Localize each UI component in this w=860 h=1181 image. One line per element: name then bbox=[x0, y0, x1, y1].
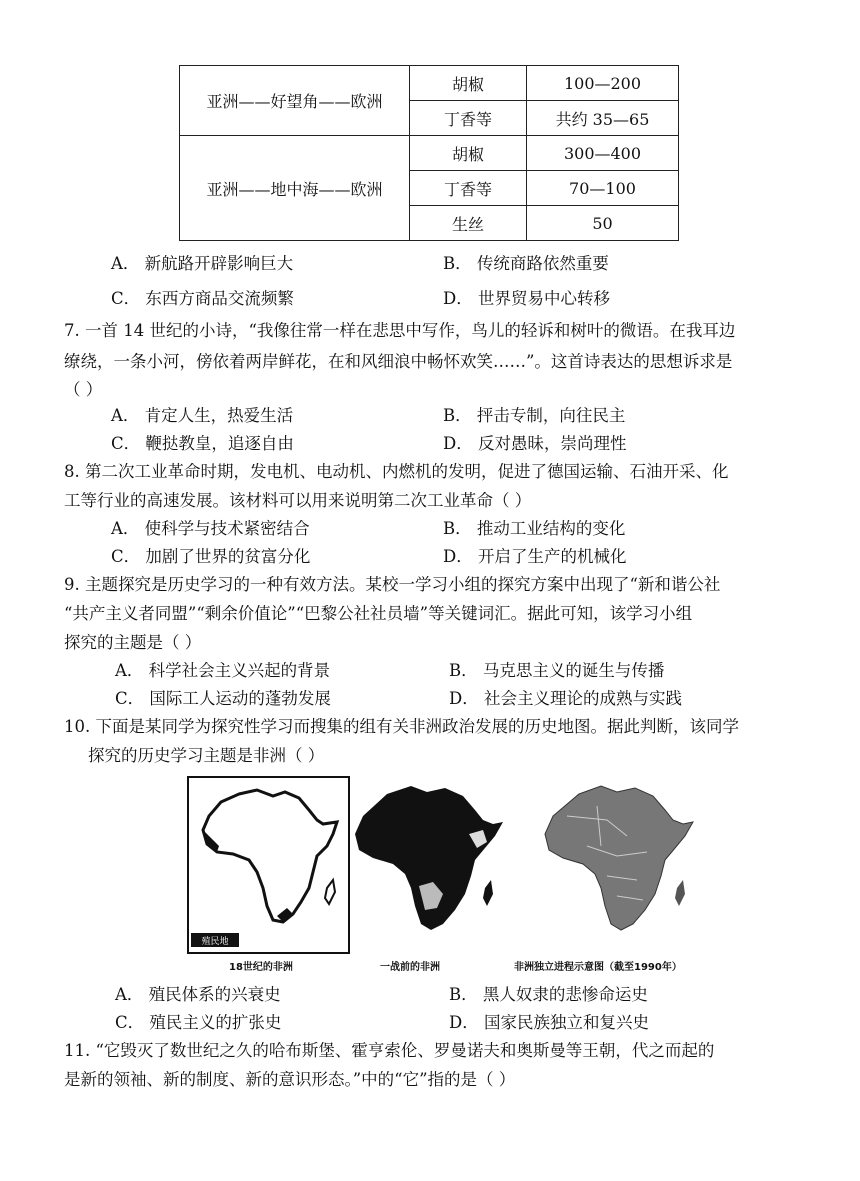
q9-stem-line: 9. 主题探究是历史学习的一种有效方法。某校一学习小组的探究方案中出现了“新和谐公社 bbox=[64, 575, 721, 594]
item-cell: 丁香等 bbox=[410, 101, 527, 136]
q9-option-c: C． 国际工人运动的蓬勃发展 bbox=[115, 689, 331, 708]
map1-legend-label: 殖民地 bbox=[201, 937, 229, 947]
q8-option-a: A． 使科学与技术紧密结合 bbox=[111, 519, 310, 538]
spice-trade-table bbox=[179, 65, 679, 241]
q7-option-b: B． 抨击专制，向往民主 bbox=[443, 406, 626, 425]
q10-option-a: A． 殖民体系的兴衰史 bbox=[115, 985, 281, 1004]
q6-option-c: C． 东西方商品交流频繁 bbox=[111, 289, 294, 308]
q8-stem-line: 8. 第二次工业革命时期，发电机、电动机、内燃机的发明，促进了德国运输、石油开采、化 bbox=[64, 462, 729, 481]
map2-madagascar bbox=[483, 880, 493, 906]
table-row bbox=[180, 66, 679, 101]
map1-caption: 18世纪的非洲 bbox=[229, 962, 293, 973]
value-cell: 300—400 bbox=[527, 136, 679, 171]
item-cell: 丁香等 bbox=[410, 171, 527, 206]
map3-africa-shape bbox=[545, 786, 693, 930]
q9-option-a: A． 科学社会主义兴起的背景 bbox=[115, 661, 331, 680]
africa-maps-svg bbox=[187, 776, 700, 956]
q7-answer-blank: （ ） bbox=[64, 380, 103, 399]
route-cell: 亚洲——好望角——欧洲 bbox=[180, 66, 410, 136]
q8-stem-line: 工等行业的高速发展。该材料可以用来说明第二次工业革命（ ） bbox=[64, 491, 532, 510]
q9-option-d: D． 社会主义理论的成熟与实践 bbox=[449, 689, 682, 708]
q7-option-c: C． 鞭挞教皇，追逐自由 bbox=[111, 434, 294, 453]
q11-stem-line: 是新的领袖、新的制度、新的意识形态。”中的“它”指的是（ ） bbox=[64, 1070, 516, 1089]
route-cell: 亚洲——地中海——欧洲 bbox=[180, 136, 410, 241]
q10-option-d: D． 国家民族独立和复兴史 bbox=[449, 1013, 649, 1032]
item-cell: 生丝 bbox=[410, 206, 527, 241]
q7-stem-line: 7. 一首 14 世纪的小诗，“我像往常一样在悲思中写作，鸟儿的轻诉和树叶的微语。在我耳边 bbox=[64, 321, 736, 340]
africa-maps-figure bbox=[187, 776, 700, 976]
q6-option-a: A． 新航路开辟影响巨大 bbox=[111, 254, 294, 273]
item-cell: 胡椒 bbox=[410, 136, 527, 171]
value-cell: 共约 35—65 bbox=[527, 101, 679, 136]
q7-option-a: A． 肯定人生，热爱生活 bbox=[111, 406, 294, 425]
q10-stem-line: 10. 下面是某同学为探究性学习而搜集的组有关非洲政治发展的历史地图。据此判断，该同学 bbox=[64, 717, 739, 736]
map2-caption: 一战前的非洲 bbox=[380, 962, 440, 973]
table-row bbox=[180, 136, 679, 171]
q7-option-d: D． 反对愚昧，崇尚理性 bbox=[443, 434, 627, 453]
q6-option-d: D． 世界贸易中心转移 bbox=[443, 289, 610, 308]
q9-option-b: B． 马克思主义的诞生与传播 bbox=[449, 661, 665, 680]
q8-option-c: C． 加剧了世界的贫富分化 bbox=[111, 547, 311, 566]
q8-option-b: B． 推动工业结构的变化 bbox=[443, 519, 626, 538]
q10-option-c: C． 殖民主义的扩张史 bbox=[115, 1013, 282, 1032]
value-cell: 70—100 bbox=[527, 171, 679, 206]
q6-option-b: B． 传统商路依然重要 bbox=[443, 254, 609, 273]
q10-option-b: B． 黑人奴隶的悲惨命运史 bbox=[449, 985, 648, 1004]
q8-option-d: D． 开启了生产的机械化 bbox=[443, 547, 627, 566]
q9-stem-line: 探究的主题是（ ） bbox=[64, 633, 202, 652]
map3-madagascar bbox=[675, 880, 685, 906]
item-cell: 胡椒 bbox=[410, 66, 527, 101]
value-cell: 100—200 bbox=[527, 66, 679, 101]
q9-stem-line: “共产主义者同盟”“剩余价值论”“巴黎公社社员墙”等关键词汇。据此可知，该学习小组 bbox=[64, 604, 693, 623]
value-cell: 50 bbox=[527, 206, 679, 241]
q10-stem-line: 探究的历史学习主题是非洲（ ） bbox=[88, 746, 325, 765]
q11-stem-line: 11. “它毁灭了数世纪之久的哈布斯堡、霍亨索伦、罗曼诺夫和奥斯曼等王朝，代之而起的 bbox=[64, 1041, 715, 1060]
q7-stem-line: 缭绕，一条小河，傍依着两岸鲜花，在和风细浪中畅怀欢笑……”。这首诗表达的思想诉求是 bbox=[64, 352, 733, 371]
map3-caption: 非洲独立进程示意图（截至1990年） bbox=[514, 962, 682, 973]
